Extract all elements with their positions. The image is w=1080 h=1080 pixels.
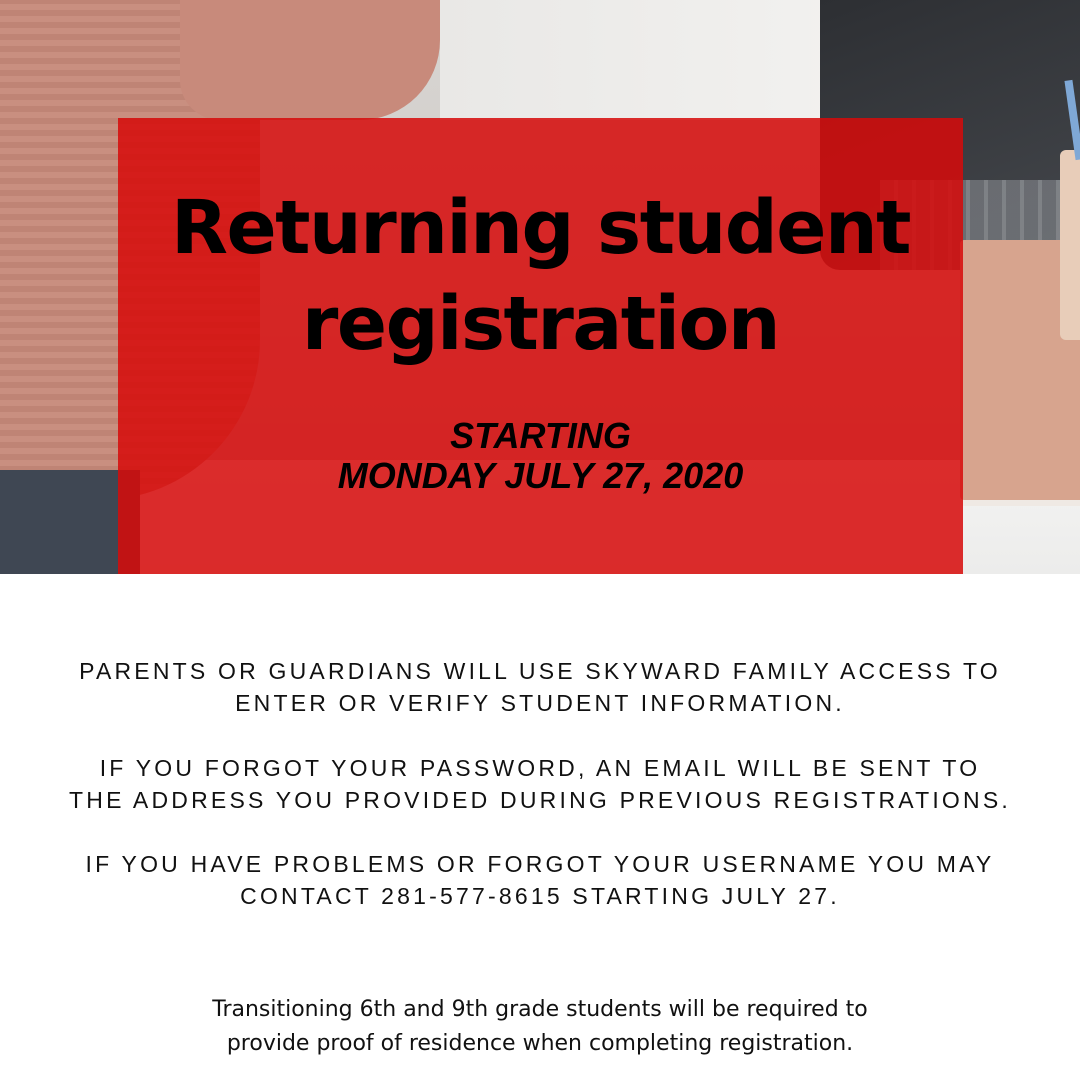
title-line-1: Returning student	[171, 185, 910, 271]
info-skyward-line-1: PARENTS OR GUARDIANS WILL USE SKYWARD FAMILY ACCESS TO	[79, 658, 1001, 684]
info-password-line-1: IF YOU FORGOT YOUR PASSWORD, AN EMAIL WILL BE SENT TO	[99, 755, 981, 781]
photo-arm	[180, 0, 440, 120]
info-contact-line-2: CONTACT 281-577-8615 STARTING JULY 27.	[240, 883, 840, 909]
info-skyward-line-2: ENTER OR VERIFY STUDENT INFORMATION.	[235, 690, 845, 716]
info-skyward	[40, 655, 1040, 719]
photo-pencil-cup	[1060, 150, 1080, 340]
banner-title	[118, 180, 963, 372]
note-line-1: Transitioning 6th and 9th grade students will be required to	[212, 997, 868, 1022]
title-line-2: registration	[301, 281, 780, 367]
info-contact-line-1: IF YOU HAVE PROBLEMS OR FORGOT YOUR USERNAME YOU MAY	[85, 851, 995, 877]
info-contact	[40, 848, 1040, 912]
start-date-block	[118, 416, 963, 496]
info-password	[40, 752, 1040, 816]
note-line-2: provide proof of residence when completing registration.	[226, 1031, 854, 1056]
proof-of-residence-note	[90, 993, 990, 1061]
red-banner	[118, 118, 963, 574]
photo-wall	[440, 0, 840, 120]
start-date: MONDAY JULY 27, 2020	[337, 455, 744, 496]
info-password-line-2: THE ADDRESS YOU PROVIDED DURING PREVIOUS REGISTRATIONS.	[69, 787, 1011, 813]
starting-label: STARTING	[450, 415, 631, 456]
